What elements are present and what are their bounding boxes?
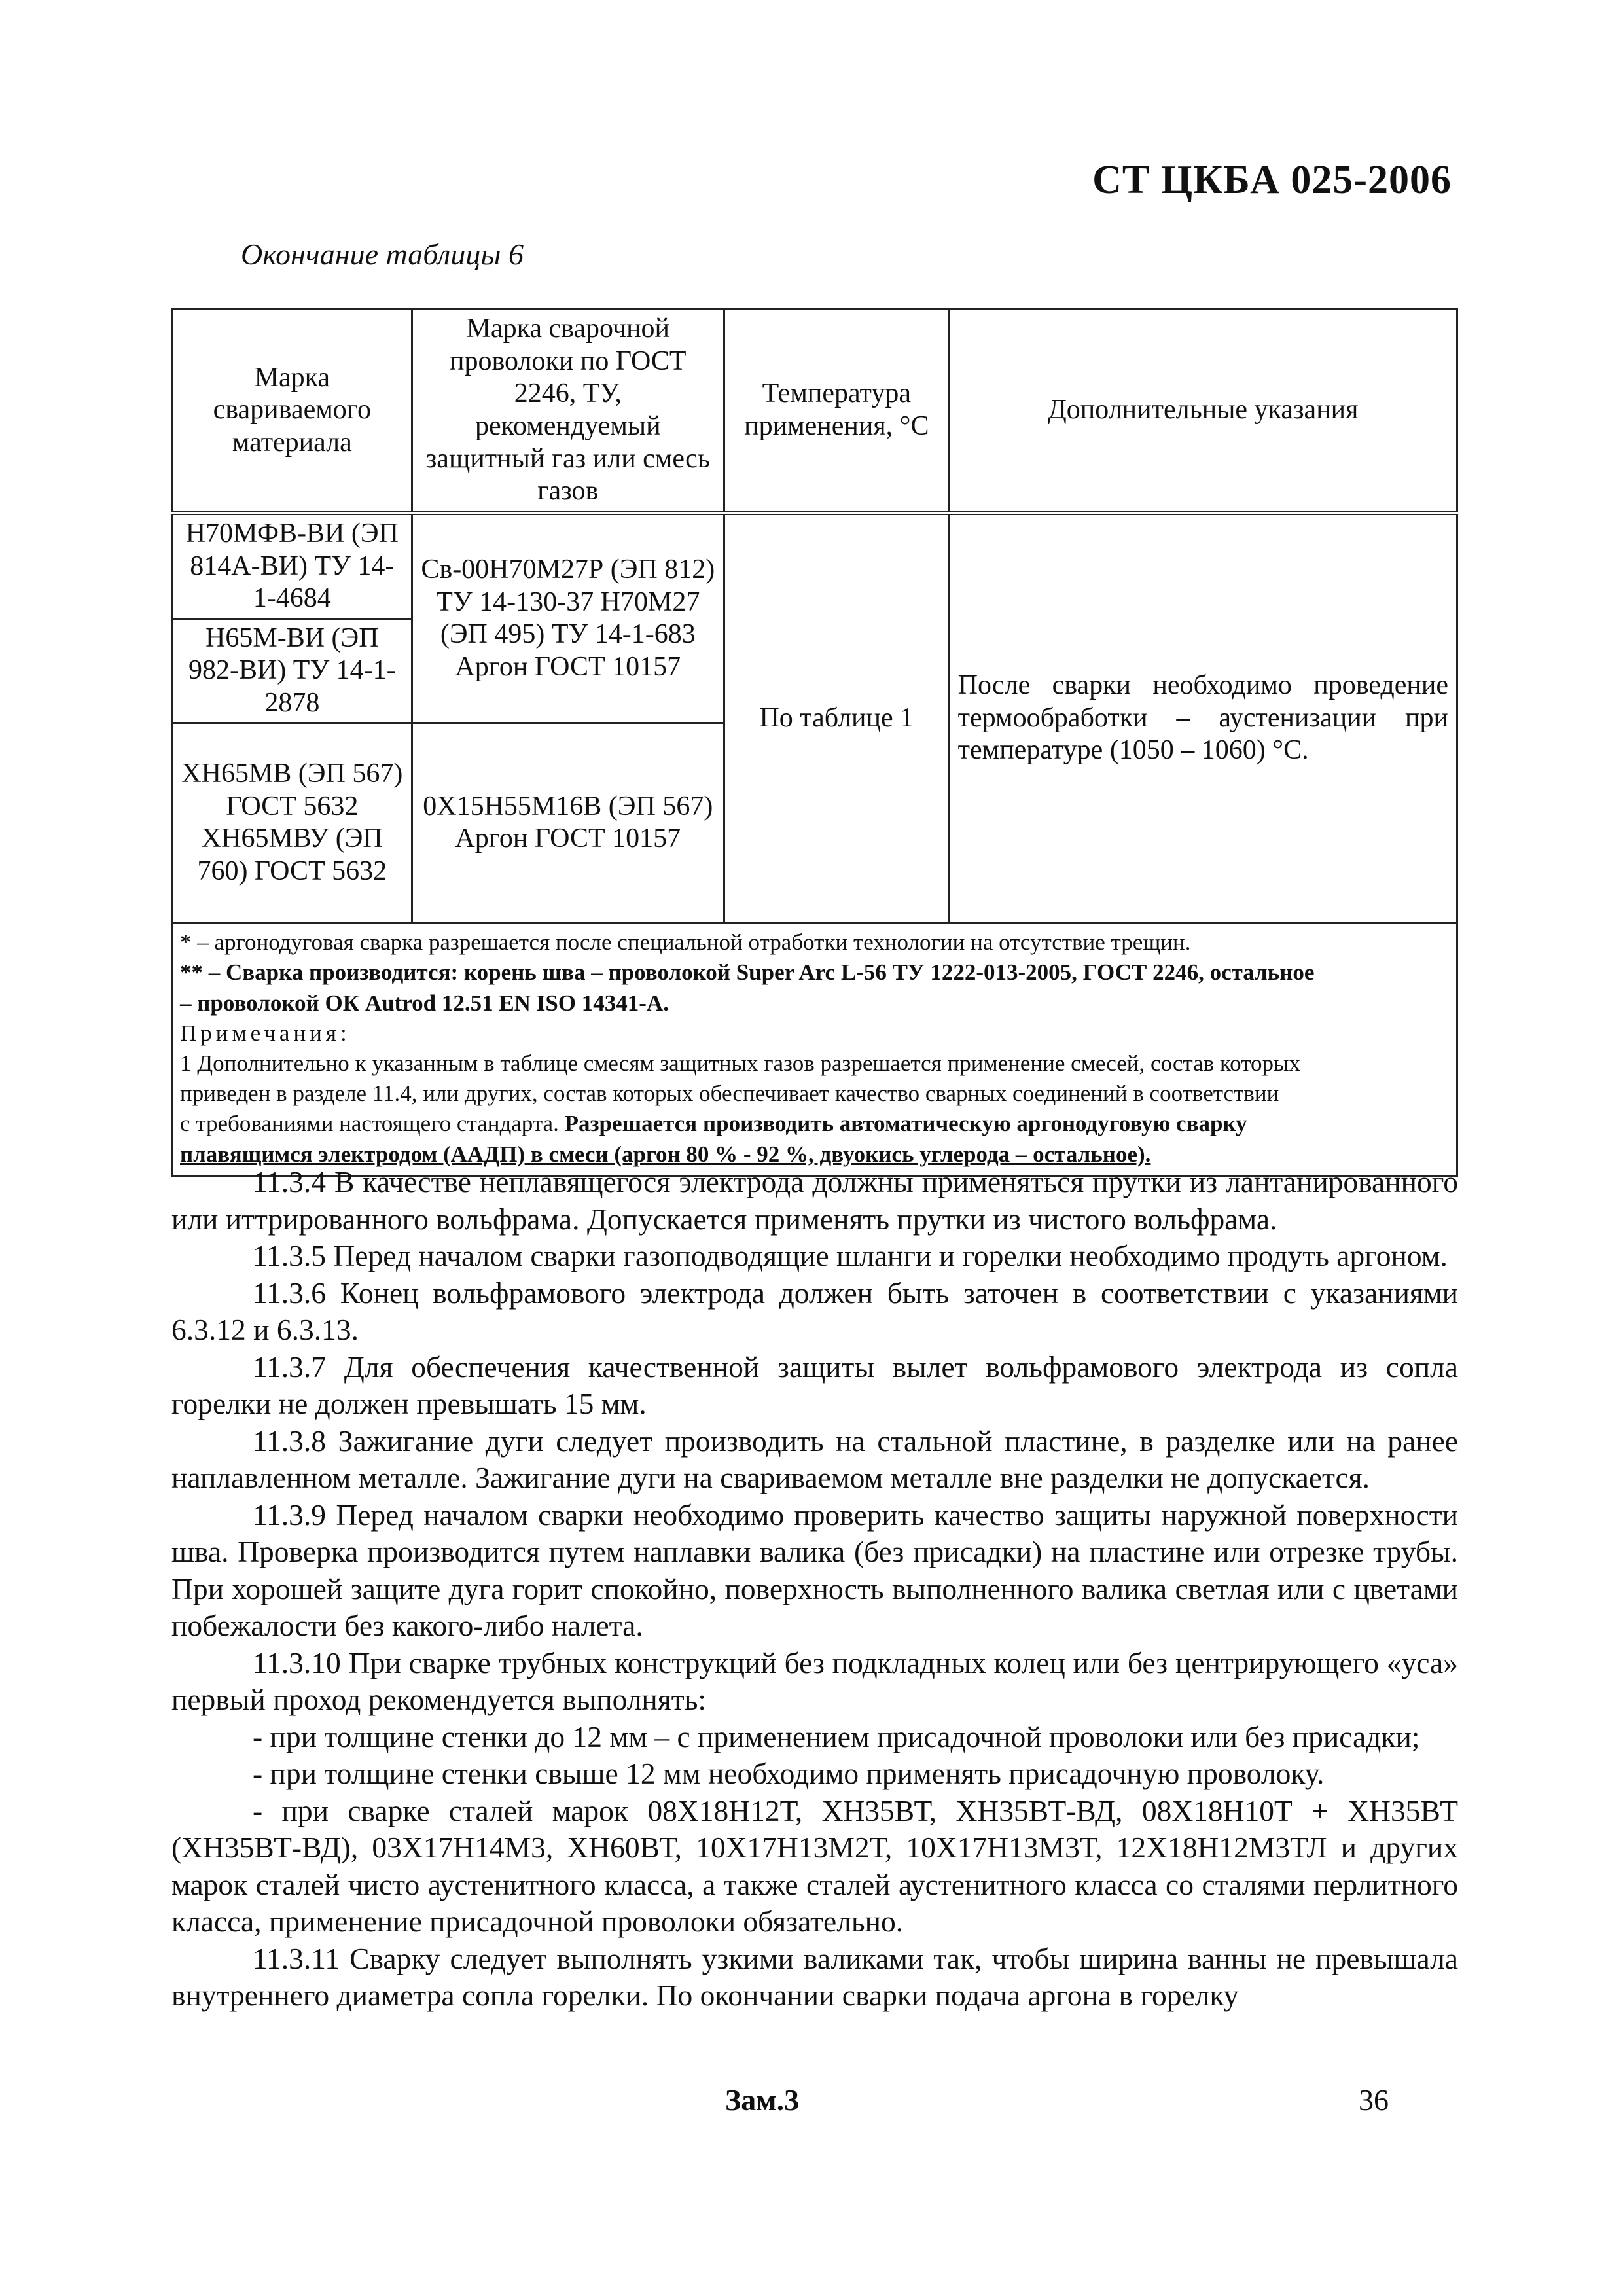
- note1-line2: приведен в разделе 11.4, или других, состав которых обеспечивает качество сварных соединений в соответствии: [180, 1081, 1279, 1107]
- paragraph-11-3-7: 11.3.7 Для обеспечения качественной защиты вылет вольфрамового электрода из сопла горелки не должен превышать 15 мм.: [171, 1350, 1458, 1420]
- note1-bold-line1: Разрешается производить автоматическую аргонодуговую сварку: [564, 1111, 1247, 1137]
- body-text: [171, 1164, 1458, 2015]
- note1-line3: с требованиями настоящего стандарта.: [180, 1111, 559, 1137]
- paragraph-11-3-6: 11.3.6 Конец вольфрамового электрода должен быть заточен в соответствии с указаниями 6.3.12 и 6.3.13.: [171, 1276, 1458, 1346]
- wire-cell: Св-00Н70М27Р (ЭП 812) ТУ 14-130-37 Н70М27 (ЭП 495) ТУ 14-1-683 Аргон ГОСТ 10157: [412, 513, 724, 723]
- notes-label: Примечания:: [180, 1020, 351, 1046]
- paragraph-11-3-5: 11.3.5 Перед началом сварки газоподводящие шланги и горелки необходимо продуть аргоном.: [253, 1239, 1448, 1272]
- list-item: - при толщине стенки свыше 12 мм необходимо применять присадочную проволоку.: [253, 1757, 1325, 1790]
- paragraph-11-3-10: 11.3.10 При сварке трубных конструкций без подкладных колец или без центрирующего «уса» первый проход рекомендуется выполнять:: [171, 1645, 1458, 1716]
- note-star1: * – аргонодуговая сварка разрешается после специальной отработки технологии на отсутствие трещин.: [180, 929, 1191, 956]
- wire-cell: 0Х15Н55М16В (ЭП 567) Аргон ГОСТ 10157: [412, 723, 724, 923]
- change-mark: Зам.3: [725, 2083, 800, 2117]
- paragraph-11-3-11: 11.3.11 Сварку следует выполнять узкими валиками так, чтобы ширина ванны не превышала внутреннего диаметра сопла горелки. По окончании сварки подача аргона в горелку: [171, 1941, 1458, 2012]
- list-item: - при толщине стенки до 12 мм – с применением присадочной проволоки или без присадки;: [253, 1719, 1420, 1753]
- material-cell: Н70МФВ-ВИ (ЭП 814А-ВИ) ТУ 14-1-4684: [173, 513, 412, 619]
- paragraph-11-3-9: 11.3.9 Перед началом сварки необходимо проверить качество защиты наружной поверхности шва. Проверка производится путем наплавки валика (без присадки) на пластине или отрезке трубы. При хорошей защите дуга горит спокойно, поверхность выполненного валика светлая или с цветами побежалости без какого-либо налета.: [171, 1498, 1458, 1642]
- note-star2-line1: ** – Сварка производится: корень шва – проволокой Super Arc L-56 ТУ 1222-013-2005, ГОСТ 2246, остальное: [180, 960, 1315, 986]
- welding-table: [171, 308, 1458, 1177]
- material-cell: ХН65МВ (ЭП 567) ГОСТ 5632 ХН65МВУ (ЭП 760) ГОСТ 5632: [173, 723, 412, 923]
- document-code: СТ ЦКБА 025-2006: [1092, 158, 1452, 202]
- note1-bold-line2: плавящимся электродом (ААДП) в смеси (аргон 80 % - 92 %, двуокись углерода – остальное).: [180, 1141, 1151, 1167]
- header-material: Марка свариваемого материала: [173, 309, 412, 514]
- table-notes: [173, 923, 1457, 1176]
- header-wire: Марка сварочной проволоки по ГОСТ 2246, ТУ, рекомендуемый защитный газ или смесь газов: [412, 309, 724, 514]
- list-item: - при сварке сталей марок 08Х18Н12Т, ХН35ВТ, ХН35ВТ-ВД, 08Х18Н10Т + ХН35ВТ (ХН35ВТ-ВД), 03Х17Н14М3, ХН60ВТ, 10Х17Н13М2Т, 10Х17Н13М3Т, 12Х18Н12М3ТЛ и других марок сталей чисто аустенитного класса, а также сталей аустенитного класса со сталями перлитного класса, применение присадочной проволоки обязательно.: [171, 1793, 1458, 1938]
- header-extra: Дополнительные указания: [949, 309, 1457, 514]
- note1-line1: 1 Дополнительно к указанным в таблице смесям защитных газов разрешается применение смесей, состав которых: [180, 1050, 1301, 1077]
- temperature-cell: По таблице 1: [724, 513, 949, 923]
- header-temperature: Температура применения, °С: [724, 309, 949, 514]
- extra-cell: После сварки необходимо проведение термообработки – аустенизации при температуре (1050 – 1060) °С.: [949, 513, 1457, 923]
- material-cell: Н65М-ВИ (ЭП 982-ВИ) ТУ 14-1-2878: [173, 619, 412, 723]
- paragraph-11-3-8: 11.3.8 Зажигание дуги следует производить на стальной пластине, в разделке или на ранее наплавленном металле. Зажигание дуги на свариваемом металле вне разделки не допускается.: [171, 1424, 1458, 1494]
- table-caption: Окончание таблицы 6: [241, 238, 524, 271]
- paragraph-11-3-4: 11.3.4 В качестве неплавящегося электрода должны применяться прутки из лантанированного или иттрированного вольфрама. Допускается применять прутки из чистого вольфрама.: [171, 1165, 1458, 1236]
- note-star2-line2: – проволокой ОК Autrod 12.51 EN ISO 14341-A.: [180, 990, 669, 1016]
- page-number: 36: [1359, 2083, 1389, 2117]
